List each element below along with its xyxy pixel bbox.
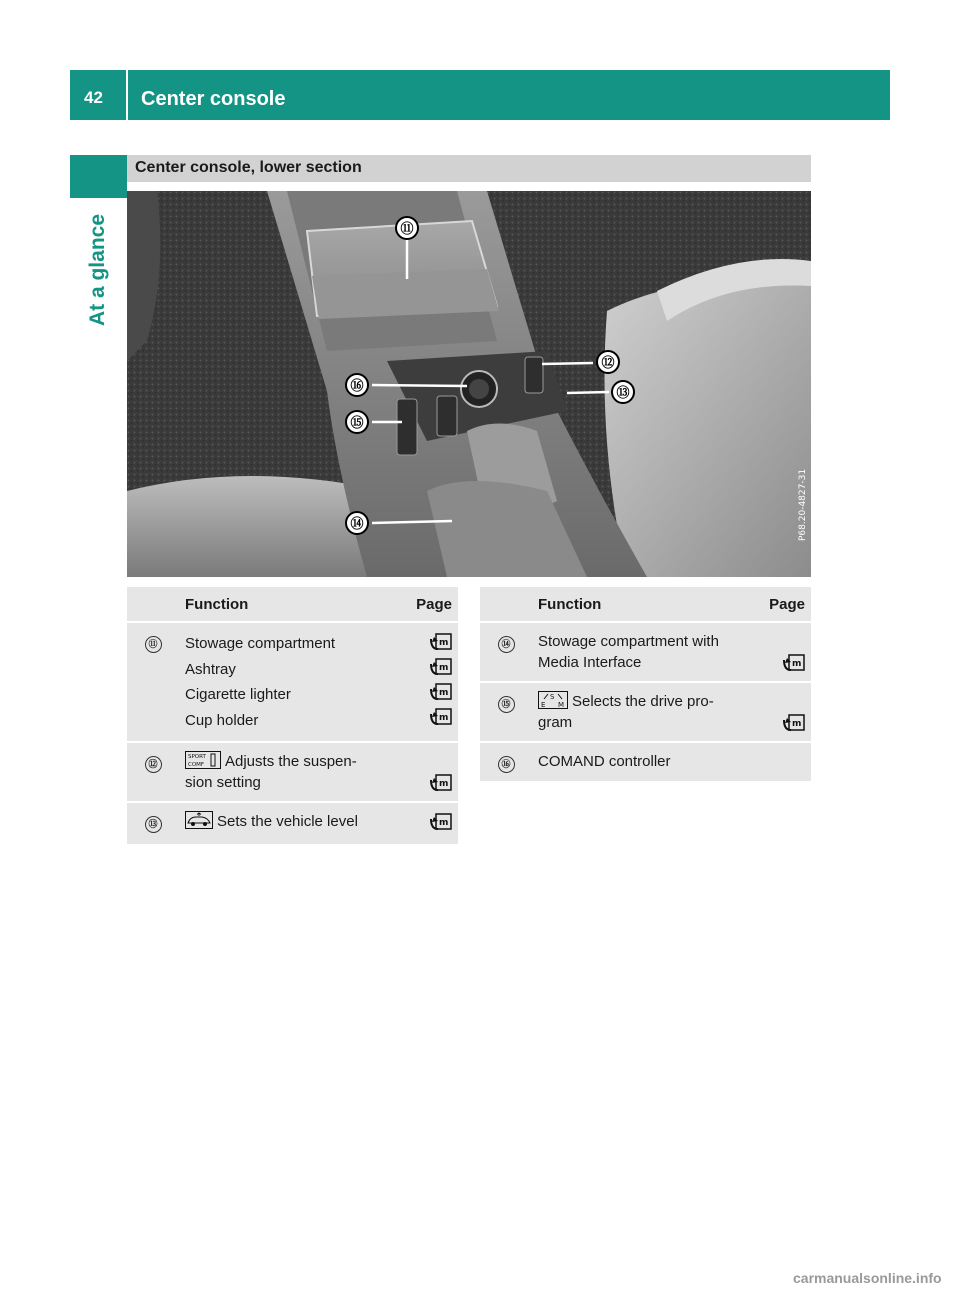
- column-header-page: Page: [399, 587, 458, 622]
- function-text: Sets the vehicle level: [217, 813, 358, 830]
- svg-text:SPORT: SPORT: [188, 754, 206, 760]
- callout-15: [346, 411, 368, 433]
- svg-text:m: m: [439, 779, 449, 789]
- function-text: Cigarette lighter: [185, 686, 291, 703]
- svg-text:m: m: [439, 663, 449, 673]
- center-console-photo: [127, 191, 811, 577]
- function-cell: [179, 802, 399, 845]
- book-arrow-icon[interactable]: [430, 813, 452, 831]
- book-arrow-icon[interactable]: [783, 714, 805, 732]
- column-header-function: Function: [532, 587, 752, 622]
- vehicle-level-icon: [185, 811, 213, 829]
- svg-text:m: m: [439, 818, 449, 828]
- svg-text:⑮: ⑮: [350, 416, 364, 431]
- svg-text:m: m: [792, 719, 802, 729]
- svg-text:⑯: ⑯: [350, 379, 364, 394]
- column-header-function: Function: [179, 587, 399, 622]
- page-cell: [399, 802, 458, 845]
- function-table-left: [127, 587, 458, 846]
- function-text: Stowage compartment: [185, 635, 336, 652]
- figure-reference-code: P68.20-4827-31: [798, 468, 808, 541]
- book-arrow-icon[interactable]: [430, 774, 452, 792]
- svg-text:S: S: [550, 693, 555, 701]
- callout-11: [396, 217, 418, 239]
- row-number: ⑫: [127, 742, 179, 802]
- drive-program-icon: [538, 691, 568, 709]
- svg-text:⑪: ⑪: [400, 222, 414, 237]
- page-number: 42: [84, 88, 103, 107]
- function-text: Adjusts the suspen-: [225, 753, 357, 770]
- function-cell: [532, 682, 752, 742]
- side-tab-marker: [70, 155, 127, 198]
- column-header-num: [127, 587, 179, 622]
- book-arrow-icon[interactable]: [430, 683, 452, 701]
- table-header-row: [127, 587, 458, 622]
- column-header-num: [480, 587, 532, 622]
- svg-text:m: m: [439, 688, 449, 698]
- svg-text:M: M: [558, 701, 565, 709]
- table-row: [480, 682, 811, 742]
- function-text: gram: [538, 714, 573, 731]
- function-table-right: [480, 587, 811, 783]
- function-text: Media Interface: [538, 654, 642, 671]
- table-row: [127, 622, 458, 742]
- book-arrow-icon[interactable]: [430, 633, 452, 651]
- table-row: [127, 802, 458, 845]
- svg-text:⑫: ⑫: [601, 356, 615, 371]
- page-title: Center console: [141, 88, 286, 110]
- function-text: Stowage compartment with: [538, 633, 719, 650]
- table-row: [480, 622, 811, 682]
- function-cell: [179, 742, 399, 802]
- book-arrow-icon[interactable]: [430, 708, 452, 726]
- page-cell: [399, 622, 458, 742]
- callout-16: [346, 374, 368, 396]
- svg-text:COMF: COMF: [188, 762, 205, 768]
- function-text: Selects the drive pro-: [572, 693, 714, 710]
- page-cell: [752, 622, 811, 682]
- callout-12: [597, 351, 619, 373]
- function-cell: [179, 622, 399, 742]
- function-text: sion setting: [185, 774, 261, 791]
- sport-comf-icon: [185, 751, 221, 769]
- svg-text:m: m: [439, 713, 449, 723]
- center-console-illustration: [127, 191, 811, 577]
- table-row: [127, 742, 458, 802]
- function-text: COMAND controller: [538, 753, 671, 770]
- row-number: ⑮: [480, 682, 532, 742]
- svg-text:m: m: [439, 638, 449, 648]
- svg-text:⑬: ⑬: [616, 386, 630, 401]
- function-text: Ashtray: [185, 660, 236, 678]
- section-title: Center console, lower section: [135, 159, 362, 176]
- row-number: ⑬: [127, 802, 179, 845]
- side-tab-label: At a glance: [86, 213, 109, 327]
- page-cell: [752, 682, 811, 742]
- table-row: [480, 742, 811, 782]
- svg-text:E: E: [541, 701, 546, 709]
- page-cell: [752, 742, 811, 782]
- table-header-row: [480, 587, 811, 622]
- function-cell: [532, 622, 752, 682]
- column-header-page: Page: [752, 587, 811, 622]
- page-cell: [399, 742, 458, 802]
- callout-13: [612, 381, 634, 403]
- watermark: carmanualsonline.info: [793, 1270, 942, 1286]
- svg-text:m: m: [792, 659, 802, 669]
- header-divider: [126, 70, 128, 120]
- row-number: ⑪: [127, 622, 179, 742]
- row-number: ⑯: [480, 742, 532, 782]
- function-text: Cup holder: [185, 711, 259, 729]
- svg-text:⑭: ⑭: [350, 517, 364, 532]
- book-arrow-icon[interactable]: [783, 654, 805, 672]
- function-cell: [532, 742, 752, 782]
- row-number: ⑭: [480, 622, 532, 682]
- book-arrow-icon[interactable]: [430, 658, 452, 676]
- callout-14: [346, 512, 368, 534]
